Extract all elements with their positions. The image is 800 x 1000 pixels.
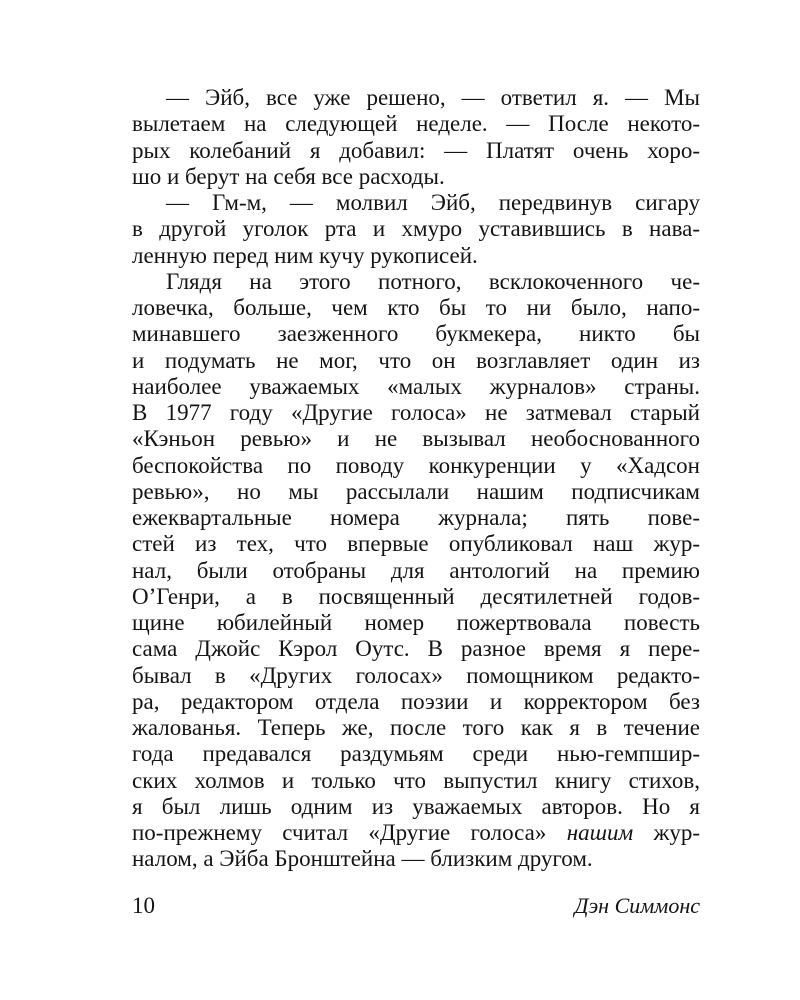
text-line: рых колебаний я добавил: — Платят очень хоро- [132,137,700,163]
text-line: жалованья. Теперь же, после того как я в течение [132,715,700,740]
text-line: — Гм-м, — молвил Эйб, передвинув сигару [166,190,700,215]
text-line: ра, редактором отдела поэзии и корректором без [132,688,700,714]
text-line: в другой уголок рта и хмуро уставившись в нава- [132,216,700,242]
text-segment: жур- [653,820,701,845]
text-line: и подумать не мог, что он возглавляет один из [132,347,700,373]
text-line: бывал в «Других голосах» помощником редакто- [132,662,700,688]
text-line: я был лишь одним из уважаемых авторов. Но я [132,793,700,819]
text-line: ленную перед ним кучу рукописей. [132,242,478,268]
text-line: В 1977 году «Другие голоса» не затмевал старый [132,400,700,425]
text-line: щине юбилейный номер пожертвовала повесть [132,610,700,635]
text-line: «Кэньон ревью» и не вызывал необоснованного [132,426,700,452]
text-line: О’Генри, а в посвященный десятилетней годов- [132,583,700,609]
text-line: ловечка, больше, чем кто бы то ни было, напо- [132,295,700,320]
text-line: года предавался раздумьям среди нью-гемпшир- [132,741,700,767]
body-text [132,85,700,873]
italic-emphasis: нашим [566,820,634,845]
text-line: нал, были отобраны для антологий на премию [132,557,700,583]
text-line: налом, а Эйба Бронштейна — близким другом. [132,846,593,872]
text-line: — Эйб, все уже решено, — ответил я. — Мы [166,85,700,110]
text-line: беспокойства по поводу конкуренции у «Хадсон [132,452,700,478]
text-segment: по-прежнему считал «Другие голоса» [132,820,547,845]
text-line: ревью», но мы рассылали нашим подписчикам [132,478,700,504]
running-footer-author: Дэн Симмонс [574,893,700,918]
text-line: ежеквартальные номера журнала; пять пове- [132,505,700,530]
text-line: Глядя на этого потного, всклокоченного че- [166,268,700,294]
text-line: шо и берут на себя все расходы. [132,163,445,189]
text-line-mixed [132,820,700,846]
text-line: минавшего заезженного букмекера, никто бы [132,321,700,347]
page-number: 10 [132,893,155,918]
text-line: наиболее уважаемых «малых журналов» страны. [132,373,700,399]
text-line: вылетаем на следующей неделе. — После некото- [132,111,700,137]
text-line: ских холмов и только что выпустил книгу стихов, [132,767,700,793]
text-line: стей из тех, что впервые опубликовал наш жур- [132,531,700,557]
text-line: сама Джойс Кэрол Оутс. В разное время я пере- [132,636,700,662]
